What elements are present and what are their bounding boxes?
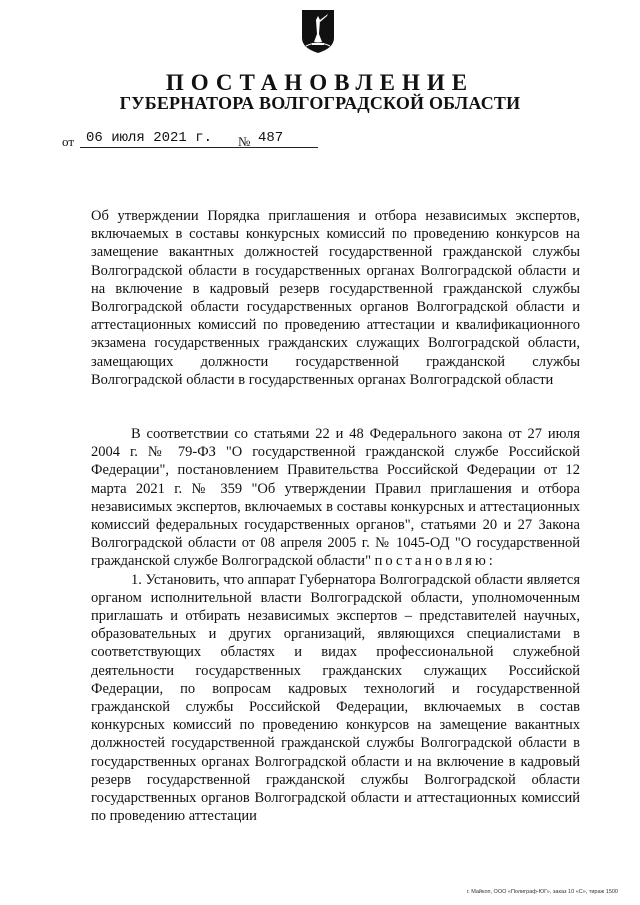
item-1-paragraph: 1. Установить, что аппарат Губернатора Волгоградской области является органом исполнительной власти Волгоградской области, уполномоченным приглашать и отбирать независимых экспертов – представителей научных, образовательных и других организаций, являющихся специалистами в соответствующих областях и видах профессиональной служебной деятельности государственных гражданских служащих Российской Федерации, по вопросам кадровых технологий и государственной гражданской службы Российской Федерации, включаемых в состав конкурсных комиссий по проведению конкурсов на замещение вакантных должностей государственной гражданской службы Волгоградской области в государственных органах Волгоградской области и на включение в кадровый резерв государственной гражданской службы Волгоградской области государственных органов Волгоградской области и аттестационных комиссий по проведению аттестации: [91, 571, 580, 825]
document-subtitle: ГУБЕРНАТОРА ВОЛГОГРАДСКОЙ ОБЛАСТИ: [119, 93, 521, 113]
preamble-paragraph: [91, 425, 580, 571]
printer-footer: г. Майкоп, ООО «Полиграф-ЮГ», заказ 10 «С», тираж 1500: [466, 889, 618, 895]
number-prefix: №: [238, 134, 251, 149]
document-body: [91, 425, 580, 825]
document-title: ПОСТАНОВЛЕНИЕ: [165, 70, 475, 95]
document-date: 06 июля 2021 г.: [86, 130, 213, 146]
date-prefix: от: [62, 134, 75, 149]
number-underline: [256, 130, 318, 148]
document-subject: Об утверждении Порядка приглашения и отбора независимых экспертов, включаемых в составы конкурсных комиссий по проведению конкурсов на замещение вакантных должностей государственной гражданской службы Волгоградской области в государственных органах Волгоградской области и на включение в кадровый резерв государственной гражданской службы Волгоградской области государственных органов Волгоградской области и аттестационных комиссий по проведению аттестации и квалификационного экзамена государственных гражданских служащих Волгоградской области, замещающих должности государственной гражданской службы Волгоградской области в государственных органах Волгоградской области: [91, 208, 580, 388]
decree-word: постановляю:: [374, 553, 496, 570]
coat-of-arms-icon: [300, 8, 336, 54]
document-number: 487: [258, 130, 284, 146]
preamble-text: В соответствии со статьями 22 и 48 Федерального закона от 27 июля 2004 г. № 79-ФЗ "О государственной гражданской службе Российской Федерации", постановлением Правительства Российской Федерации от 12 марта 2021 г. № 359 "Об утверждении Правил приглашения и отбора независимых экспертов, включаемых в составы конкурсных и аттестационных комиссий федеральных государственных органов", статьями 20 и 27 Закона Волгоградской области от 08 апреля 2005 г. № 1045-ОД "О государственной гражданской службе Волгоградской области": [91, 426, 580, 570]
